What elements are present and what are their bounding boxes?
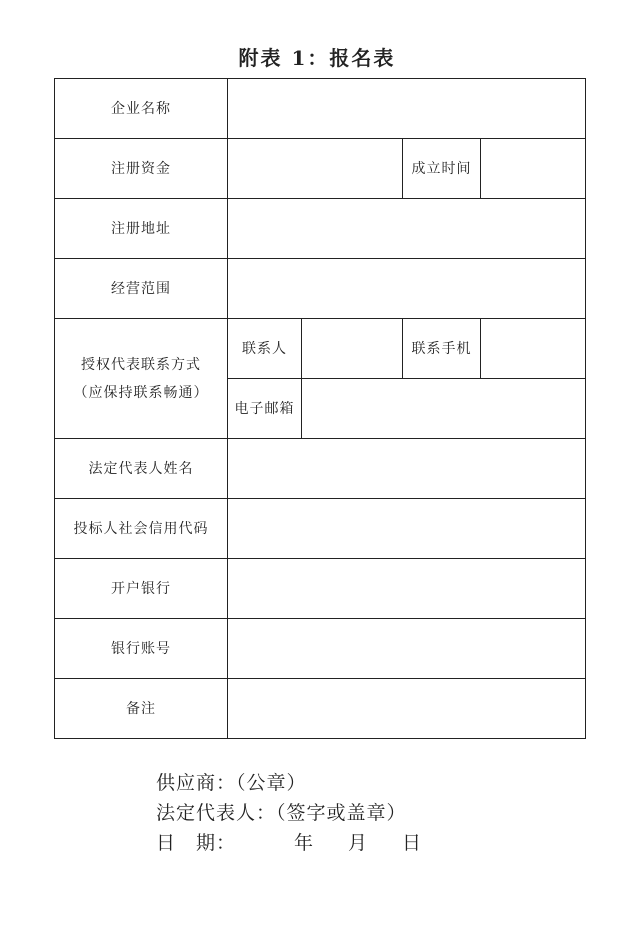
bank-account-field[interactable] [228, 619, 586, 679]
date-month: 月 [348, 832, 369, 854]
registered-address-field[interactable] [228, 199, 586, 259]
contact-person-label: 联系人 [228, 319, 302, 379]
signature-block [156, 768, 422, 858]
business-scope-label: 经营范围 [55, 259, 228, 319]
credit-code-field[interactable] [228, 499, 586, 559]
bank-field[interactable] [228, 559, 586, 619]
email-field[interactable] [302, 379, 586, 439]
bank-account-label: 银行账号 [55, 619, 228, 679]
row-contact-person [55, 319, 586, 379]
row-business-scope [55, 259, 586, 319]
row-registered-capital [55, 139, 586, 199]
page-title: 附表 1：报名表 [238, 46, 396, 70]
established-time-label: 成立时间 [403, 139, 481, 199]
contact-mobile-field[interactable] [481, 319, 586, 379]
row-bank-account [55, 619, 586, 679]
remarks-label: 备注 [55, 679, 228, 739]
legal-rep-name-field[interactable] [228, 439, 586, 499]
supplier-seal-line: 供应商：（公章） [156, 772, 307, 794]
date-label: 日 期： [156, 832, 237, 854]
authorized-rep-contact-label-line1: 授权代表联系方式 [81, 356, 201, 373]
contact-person-field[interactable] [302, 319, 403, 379]
business-scope-field[interactable] [228, 259, 586, 319]
authorized-rep-contact-label [55, 319, 228, 439]
row-remarks [55, 679, 586, 739]
registered-capital-label: 注册资金 [55, 139, 228, 199]
bank-label: 开户银行 [55, 559, 228, 619]
date-day: 日 [402, 832, 423, 854]
company-name-label: 企业名称 [55, 79, 228, 139]
row-legal-rep-name [55, 439, 586, 499]
established-time-field[interactable] [481, 139, 586, 199]
company-name-field[interactable] [228, 79, 586, 139]
legal-rep-sign-line: 法定代表人：（签字或盖章） [156, 802, 407, 824]
legal-rep-name-label: 法定代表人姓名 [55, 439, 228, 499]
row-company-name [55, 79, 586, 139]
registered-address-label: 注册地址 [55, 199, 228, 259]
row-bank [55, 559, 586, 619]
date-year: 年 [294, 832, 315, 854]
email-label: 电子邮箱 [228, 379, 302, 439]
row-registered-address [55, 199, 586, 259]
row-credit-code [55, 499, 586, 559]
registration-form-table [54, 78, 586, 739]
credit-code-label: 投标人社会信用代码 [55, 499, 228, 559]
contact-mobile-label: 联系手机 [403, 319, 481, 379]
remarks-field[interactable] [228, 679, 586, 739]
date-line [156, 828, 422, 858]
registered-capital-field[interactable] [228, 139, 403, 199]
authorized-rep-contact-label-line2: （应保持联系畅通） [73, 384, 209, 401]
